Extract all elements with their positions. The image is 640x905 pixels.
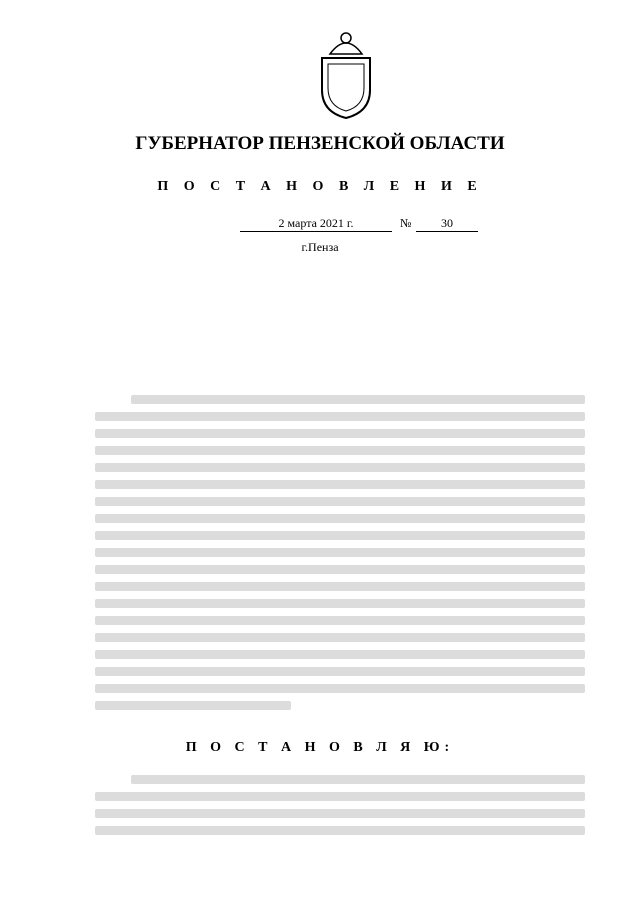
preamble-placeholder	[95, 395, 585, 718]
clause-1-placeholder	[95, 775, 585, 843]
document-number: 30	[416, 216, 478, 232]
resolve-heading: П О С Т А Н О В Л Я Ю:	[185, 740, 455, 755]
number-label: №	[400, 216, 412, 230]
coat-of-arms-icon	[312, 28, 380, 120]
document-type: П О С Т А Н О В Л Е Н И Е	[157, 179, 483, 194]
document-date: 2 марта 2021 г.	[240, 216, 392, 232]
authority-heading: ГУБЕРНАТОР ПЕНЗЕНСКОЙ ОБЛАСТИ	[135, 133, 505, 154]
document-place: г.Пенза	[301, 240, 339, 254]
date-number-line	[240, 216, 478, 234]
